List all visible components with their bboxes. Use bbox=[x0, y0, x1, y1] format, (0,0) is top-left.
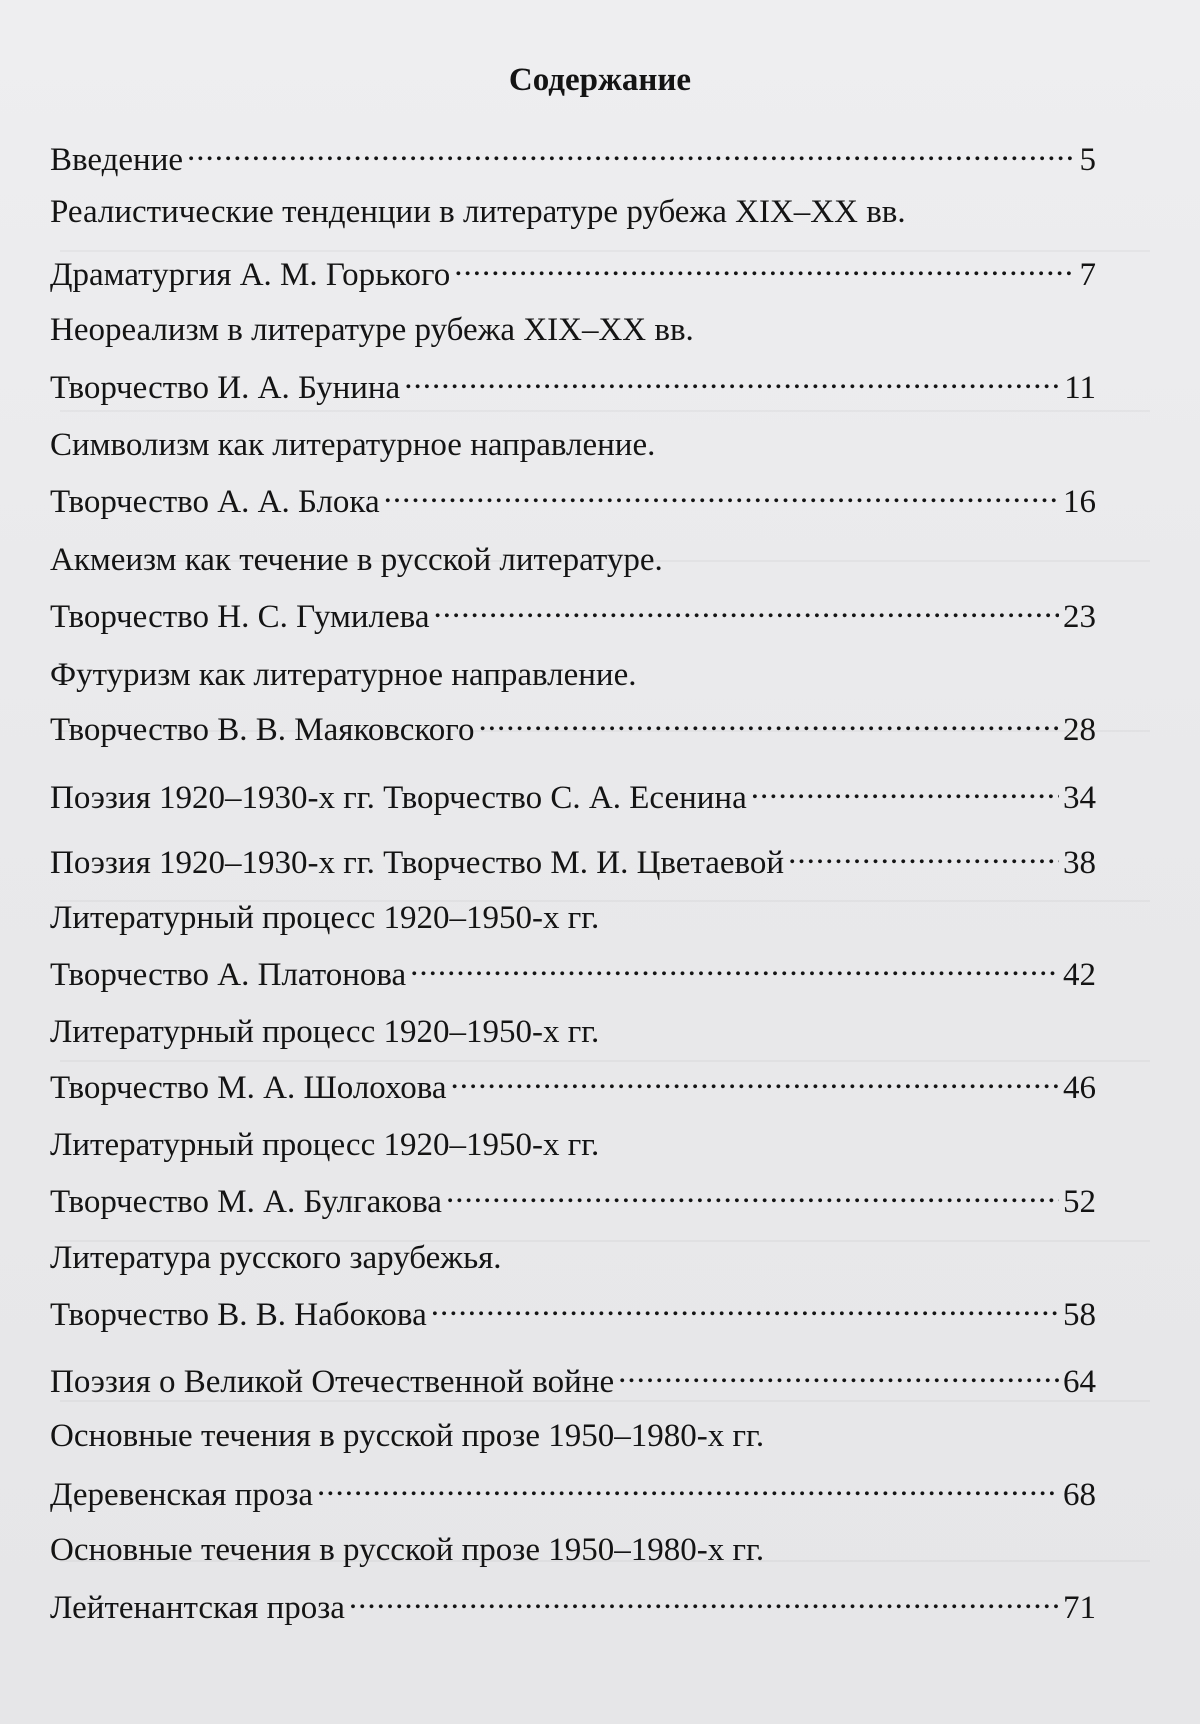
toc-page-number: 34 bbox=[1063, 780, 1096, 816]
toc-heading-text: Литературный процесс 1920–1950-х гг. bbox=[50, 1127, 600, 1163]
toc-entry bbox=[50, 1352, 1096, 1400]
toc-page-number: 52 bbox=[1063, 1184, 1096, 1220]
toc-section-heading bbox=[50, 310, 1096, 350]
toc-entry-title: Творчество Н. С. Гумилева bbox=[50, 599, 430, 635]
dot-leader bbox=[410, 945, 1059, 985]
toc-entry-title: Поэзия о Великой Отечественной войне bbox=[50, 1364, 615, 1400]
toc-heading-text: Литература русского зарубежья. bbox=[50, 1240, 502, 1276]
toc-heading-text: Неореализм в литературе рубежа XIX–XX вв. bbox=[50, 312, 694, 348]
toc-entry bbox=[50, 1172, 1096, 1220]
dot-leader bbox=[451, 1058, 1060, 1098]
toc-page-number: 11 bbox=[1064, 370, 1096, 406]
dot-leader bbox=[788, 833, 1059, 873]
toc-entry-title: Деревенская проза bbox=[50, 1477, 314, 1513]
toc-entry-title: Творчество В. В. Набокова bbox=[50, 1297, 427, 1333]
dot-leader bbox=[317, 1465, 1059, 1505]
toc-entry-title: Поэзия 1920–1930-х гг. Творчество М. И. Цветаевой bbox=[50, 845, 785, 881]
toc-entry bbox=[50, 768, 1096, 816]
toc-entry bbox=[50, 1058, 1096, 1106]
toc-page-number: 5 bbox=[1079, 142, 1096, 178]
toc-page-number: 38 bbox=[1063, 845, 1096, 881]
toc-page-number: 71 bbox=[1063, 1590, 1096, 1626]
toc-section-heading bbox=[50, 1238, 1096, 1278]
dot-leader bbox=[433, 587, 1059, 627]
toc-entry-title: Творчество И. А. Бунина bbox=[50, 370, 401, 406]
toc-heading-text: Акмеизм как течение в русской литературе. bbox=[50, 542, 663, 578]
toc-section-heading bbox=[50, 655, 1096, 695]
toc-section-heading bbox=[50, 1416, 1096, 1456]
toc-page-number: 42 bbox=[1063, 957, 1096, 993]
toc-entry-title: Драматургия А. М. Горького bbox=[50, 257, 451, 293]
dot-leader bbox=[349, 1578, 1059, 1618]
toc-entry-title: Творчество М. А. Шолохова bbox=[50, 1070, 447, 1106]
toc-section-heading bbox=[50, 1012, 1096, 1052]
toc-entry-title: Творчество А. А. Блока bbox=[50, 484, 380, 520]
toc-section-heading bbox=[50, 1125, 1096, 1165]
toc-page-number: 58 bbox=[1063, 1297, 1096, 1333]
dot-leader bbox=[404, 358, 1060, 398]
toc-section-heading bbox=[50, 425, 1096, 465]
toc-heading-text: Литературный процесс 1920–1950-х гг. bbox=[50, 900, 600, 936]
dot-leader bbox=[384, 472, 1059, 512]
toc-section-heading bbox=[50, 540, 1096, 580]
toc-entry bbox=[50, 945, 1096, 993]
toc-entry bbox=[50, 358, 1096, 406]
dot-leader bbox=[454, 245, 1075, 285]
toc-heading-text: Основные течения в русской прозе 1950–1980-х гг. bbox=[50, 1532, 765, 1568]
toc-entry bbox=[50, 1578, 1096, 1626]
toc-page-number: 64 bbox=[1063, 1364, 1096, 1400]
dot-leader bbox=[431, 1285, 1059, 1325]
toc-entry bbox=[50, 1285, 1096, 1333]
toc-entry bbox=[50, 587, 1096, 635]
toc-heading-text: Футуризм как литературное направление. bbox=[50, 657, 637, 693]
toc-section-heading bbox=[50, 1530, 1096, 1570]
toc-page-number: 23 bbox=[1063, 599, 1096, 635]
toc-entry bbox=[50, 472, 1096, 520]
toc-page-number: 46 bbox=[1063, 1070, 1096, 1106]
toc-heading-text: Символизм как литературное направление. bbox=[50, 427, 656, 463]
toc-entry-title: Лейтенантская проза bbox=[50, 1590, 345, 1626]
toc-page-number: 16 bbox=[1063, 484, 1096, 520]
toc-page-number: 28 bbox=[1063, 712, 1096, 748]
toc-page-number: 68 bbox=[1063, 1477, 1096, 1513]
toc-entry-title: Введение bbox=[50, 142, 184, 178]
toc-section-heading bbox=[50, 898, 1096, 938]
toc-heading-text: Литературный процесс 1920–1950-х гг. bbox=[50, 1014, 600, 1050]
toc-entry bbox=[50, 130, 1096, 178]
toc-entry-title: Творчество М. А. Булгакова bbox=[50, 1184, 442, 1220]
toc-entry bbox=[50, 700, 1096, 748]
dot-leader bbox=[751, 768, 1059, 808]
dot-leader bbox=[478, 700, 1059, 740]
toc-entry bbox=[50, 1465, 1096, 1513]
dot-leader bbox=[618, 1352, 1059, 1392]
toc-entry-title: Поэзия 1920–1930-х гг. Творчество С. А. Есенина bbox=[50, 780, 747, 816]
toc-entry bbox=[50, 833, 1096, 881]
toc-section-heading bbox=[50, 192, 1096, 232]
toc-heading-text: Реалистические тенденции в литературе рубежа XIX–XX вв. bbox=[50, 194, 906, 230]
toc-page-number: 7 bbox=[1079, 257, 1096, 293]
dot-leader bbox=[187, 130, 1075, 170]
page-title: Содержание bbox=[508, 62, 692, 98]
toc-entry-title: Творчество В. В. Маяковского bbox=[50, 712, 475, 748]
toc-entry bbox=[50, 245, 1096, 293]
toc-heading-text: Основные течения в русской прозе 1950–1980-х гг. bbox=[50, 1418, 765, 1454]
dot-leader bbox=[446, 1172, 1059, 1212]
toc-entry-title: Творчество А. Платонова bbox=[50, 957, 407, 993]
